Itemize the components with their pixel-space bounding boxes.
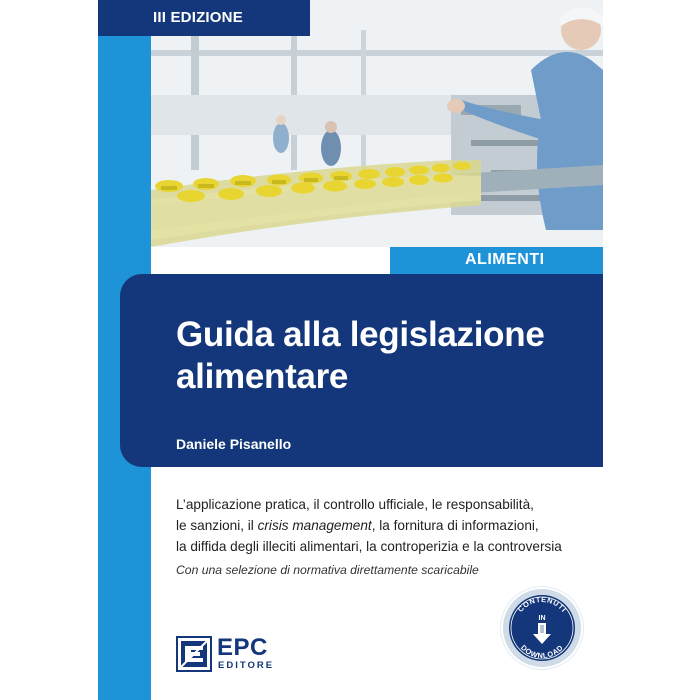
factory-photo-illustration xyxy=(151,0,603,247)
subtitle-italic-text: crisis management xyxy=(257,518,372,533)
category-tab xyxy=(390,247,603,274)
subtitle-line: la diffida degli illeciti alimentari, la controperizia e la controversia xyxy=(176,539,562,554)
badge-top-text: CONTENUTI xyxy=(515,594,569,614)
subtitle-text: , la fornitura di informazioni, xyxy=(371,518,539,533)
author-name: Daniele Pisanello xyxy=(176,436,292,452)
download-badge-icon xyxy=(498,584,586,672)
badge-mid-text: IN xyxy=(538,615,546,622)
book-title xyxy=(176,314,596,398)
publisher-logo xyxy=(176,636,296,672)
publisher-subtitle: EDITORE xyxy=(218,660,275,671)
epc-logo-icon xyxy=(176,636,212,672)
subtitle-line xyxy=(176,515,596,536)
book-subtitle xyxy=(176,494,596,557)
subtitle-text: le sanzioni, il xyxy=(176,518,258,533)
subtitle-line: L’applicazione pratica, il controllo ufficiale, le responsabilità, xyxy=(176,497,534,512)
factory-photo xyxy=(151,0,603,247)
publisher-name: EPC xyxy=(217,634,268,661)
badge-bottom-text: DOWNLOAD xyxy=(518,642,566,661)
category-label: ALIMENTI xyxy=(465,251,545,268)
download-note: Con una selezione di normativa direttamente scaricabile xyxy=(176,563,479,577)
book-title-line: alimentare xyxy=(176,357,349,396)
edition-banner xyxy=(98,0,310,36)
book-cover xyxy=(98,0,603,700)
book-title-line: Guida alla legislazione xyxy=(176,315,545,354)
edition-label: III EDIZIONE xyxy=(153,9,243,26)
title-panel xyxy=(120,274,603,467)
